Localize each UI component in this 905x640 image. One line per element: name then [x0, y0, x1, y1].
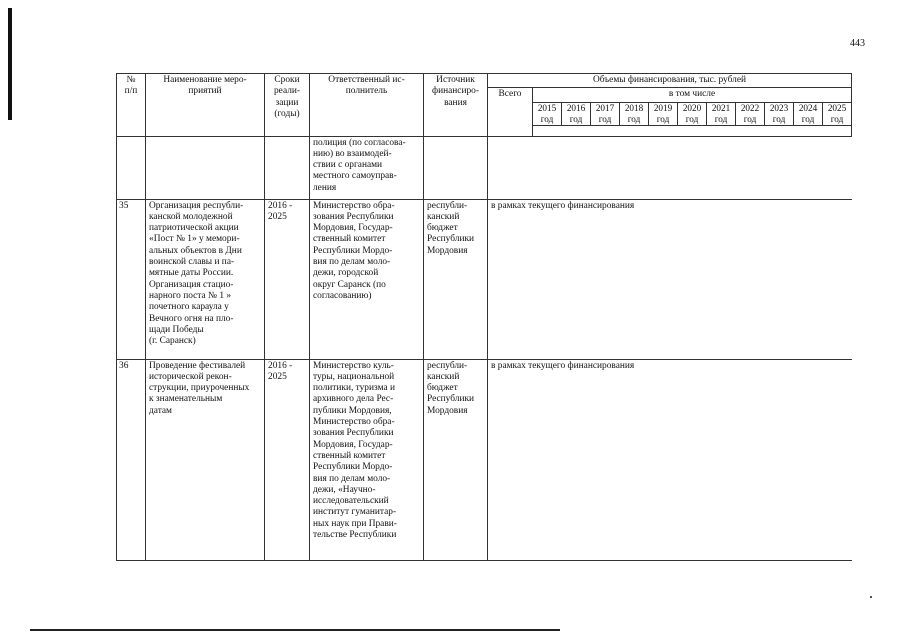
header-year-2021: 2021 год: [707, 102, 736, 125]
header-row-1: [117, 74, 852, 88]
row-35-source: [424, 199, 488, 359]
row-36-source-text: республи- канский бюджет Республики Мордовия: [427, 360, 475, 416]
row-36-financing: в рамках текущего финансирования: [488, 359, 852, 560]
header-total: Всего: [488, 88, 533, 136]
row-continued-source: [424, 136, 488, 199]
row-35-responsible: [310, 199, 424, 359]
header-year-2016: 2016 год: [562, 102, 591, 125]
header-responsible-text: Ответственный ис- полнитель: [328, 75, 405, 97]
row-continued-financing: [488, 136, 852, 199]
row-36-responsible-text: Министерство куль- туры, национальной политики, туризма и архивного дела Рес- публики Мордовия, Министерство обра- зования Республики Мордовия, Государ- ственный комитет Республики Мордо- вия по делам моло- дежи, «Научно- исследовательский институт гуманитар- ных наук при Прави- тельстве Республики: [313, 360, 397, 541]
row-continued-term: [265, 136, 310, 199]
row-35-num: 35: [117, 199, 146, 359]
header-source: [424, 74, 488, 137]
header-term-text: Сроки реали- зации (годы): [273, 75, 301, 119]
header-year-2020: 2020 год: [678, 102, 707, 125]
row-35-source-text: республи- канский бюджет Республики Мордовия: [427, 200, 475, 256]
header-num: [117, 74, 146, 137]
row-35-responsible-text: Министерство обра- зования Республики Мордовия, Государ- ственный комитет Республики Мордо- вия по делам моло- дежи, городской округ Саранск (по согласованию): [313, 200, 395, 301]
row-35-financing: в рамках текущего финансирования: [488, 199, 852, 359]
row-36-name: [146, 359, 265, 560]
header-year-2023: 2023 год: [765, 102, 794, 125]
row-continued-responsible: [310, 136, 424, 199]
header-year-2025: 2025 год: [823, 102, 852, 125]
page-number: 443: [850, 38, 865, 49]
header-years-bottom: [533, 125, 852, 136]
row-35-term: [265, 199, 310, 359]
header-year-2018: 2018 год: [620, 102, 649, 125]
header-year-2022: 2022 год: [736, 102, 765, 125]
row-36-term-text: 2016 - 2025: [268, 360, 293, 382]
header-volume: Объемы финансирования, тыс. рублей: [488, 74, 852, 88]
table-row-continued: [117, 136, 852, 199]
header-term: [265, 74, 310, 137]
scan-edge-left: [8, 8, 12, 120]
row-35-name-text: Организация республи- канской молодежной патриотической акции «Пост № 1» у мемори- альных объектов в Дни воинской славы и па- мятные даты России. Организация стацио- нарного поста № 1 » почетного караула у Вечного огня на пло- щади Победы (г. Саранск): [149, 200, 244, 347]
header-name: [146, 74, 265, 137]
header-including: в том числе: [533, 88, 852, 102]
header-source-text: Источник финансиро- вания: [432, 75, 479, 108]
header-name-text: Наименование меро- приятий: [163, 75, 247, 97]
header-responsible: [310, 74, 424, 137]
scan-speck: [870, 596, 872, 598]
row-continued-name: [146, 136, 265, 199]
row-35-name: [146, 199, 265, 359]
row-continued-num: [117, 136, 146, 199]
row-36-num: 36: [117, 359, 146, 560]
table-row-35: [117, 199, 852, 359]
financing-table: [116, 73, 852, 561]
row-36-term: [265, 359, 310, 560]
table-row-36: [117, 359, 852, 560]
header-num-text: № п/п: [124, 75, 138, 97]
header-year-2015: 2015 год: [533, 102, 562, 125]
row-36-name-text: Проведение фестивалей исторической рекон- струкции, приуроченных к знаменательным датам: [149, 360, 250, 416]
scan-edge-bottom: [30, 629, 560, 631]
row-35-term-text: 2016 - 2025: [268, 200, 293, 222]
row-continued-responsible-text: полиция (по согласова- нию) во взаимодей- ствии с органами местного самоуправ- ления: [313, 137, 406, 193]
header-year-2019: 2019 год: [649, 102, 678, 125]
row-36-responsible: [310, 359, 424, 560]
row-36-source: [424, 359, 488, 560]
header-year-2017: 2017 год: [591, 102, 620, 125]
header-year-2024: 2024 год: [794, 102, 823, 125]
